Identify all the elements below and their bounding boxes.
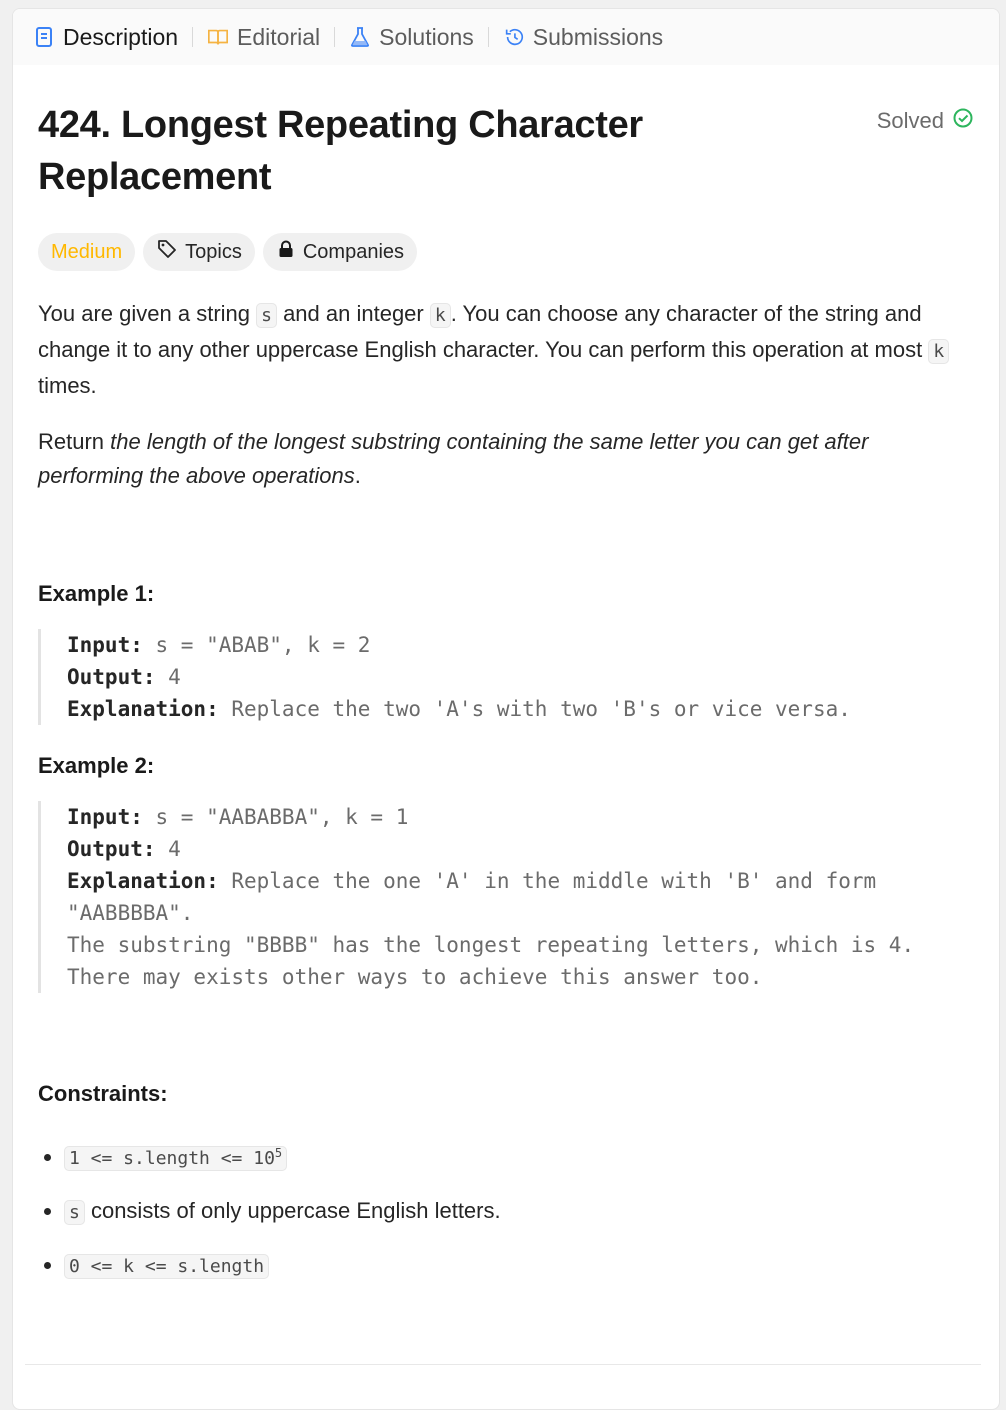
tab-label: Editorial [237, 23, 321, 50]
list-item [64, 1247, 974, 1285]
solved-label: Solved [876, 108, 944, 133]
difficulty-badge[interactable] [38, 233, 135, 271]
tab-divider [488, 27, 489, 47]
return-paragraph: Return the length of the longest substring containing the same letter you can get after performing the above operations. [38, 429, 869, 488]
example-1-block: Input: s = "ABAB", k = 2 Output: 4 Explanation: Replace the two 'A's with two 'B's or vice versa. [38, 629, 974, 725]
tab-divider [192, 27, 193, 47]
companies-label: Companies [302, 240, 405, 263]
example-2-title: Example 2: [38, 753, 155, 778]
tab-label: Solutions [379, 23, 474, 50]
companies-button[interactable] [263, 233, 417, 271]
description-paragraph: You are given a string s and an integer k . You can choose any character of the string and change it to any other uppercase English character. You can perform this operation at most k times. [38, 297, 974, 403]
problem-panel [12, 8, 1000, 1410]
tab-bar [13, 9, 999, 65]
inline-code: 0 <= k <= s.length [64, 1254, 269, 1279]
lock-icon [276, 239, 296, 265]
flask-icon [349, 26, 371, 48]
inline-code: s [64, 1200, 85, 1225]
tab-solutions[interactable] [349, 24, 474, 51]
inline-code: k [928, 339, 949, 364]
tag-row [38, 233, 974, 271]
example-2-block: Input: s = "AABABBA", k = 1 Output: 4 Explanation: Replace the one 'A' in the middle with 'B' and form "AABBBBA". The substring "BBBB" has the longest repeating letters, which is 4. There may exists other ways to achieve this answer too. [38, 801, 974, 993]
divider [25, 1364, 981, 1365]
problem-content [13, 65, 999, 1285]
tab-label: Description [63, 23, 179, 50]
page-title[interactable]: 424. Longest Repeating Character Replacement [38, 104, 643, 198]
list-item [64, 1135, 974, 1177]
topics-label: Topics [185, 240, 242, 263]
tab-editorial[interactable] [207, 24, 320, 51]
tab-submissions[interactable] [503, 24, 663, 51]
list-item: • s consists of only uppercase English letters. [64, 1193, 974, 1231]
inline-code: k [430, 303, 451, 328]
book-icon [207, 26, 229, 48]
tag-icon [156, 238, 178, 266]
check-circle-icon [952, 107, 974, 135]
tab-divider [334, 27, 335, 47]
history-icon [503, 26, 525, 48]
example-1-title: Example 1: [38, 581, 155, 606]
inline-code: s [256, 303, 277, 328]
tab-description[interactable] [33, 24, 178, 51]
topics-button[interactable] [143, 233, 255, 271]
solved-status [877, 107, 974, 135]
constraints-list [38, 1135, 974, 1285]
inline-code: 1 <= s.length <= $10^5$ [64, 1146, 287, 1171]
description-icon [33, 26, 55, 48]
difficulty-label: Medium [51, 240, 123, 263]
constraints-title: Constraints: [38, 1081, 168, 1106]
tab-label: Submissions [532, 23, 664, 50]
